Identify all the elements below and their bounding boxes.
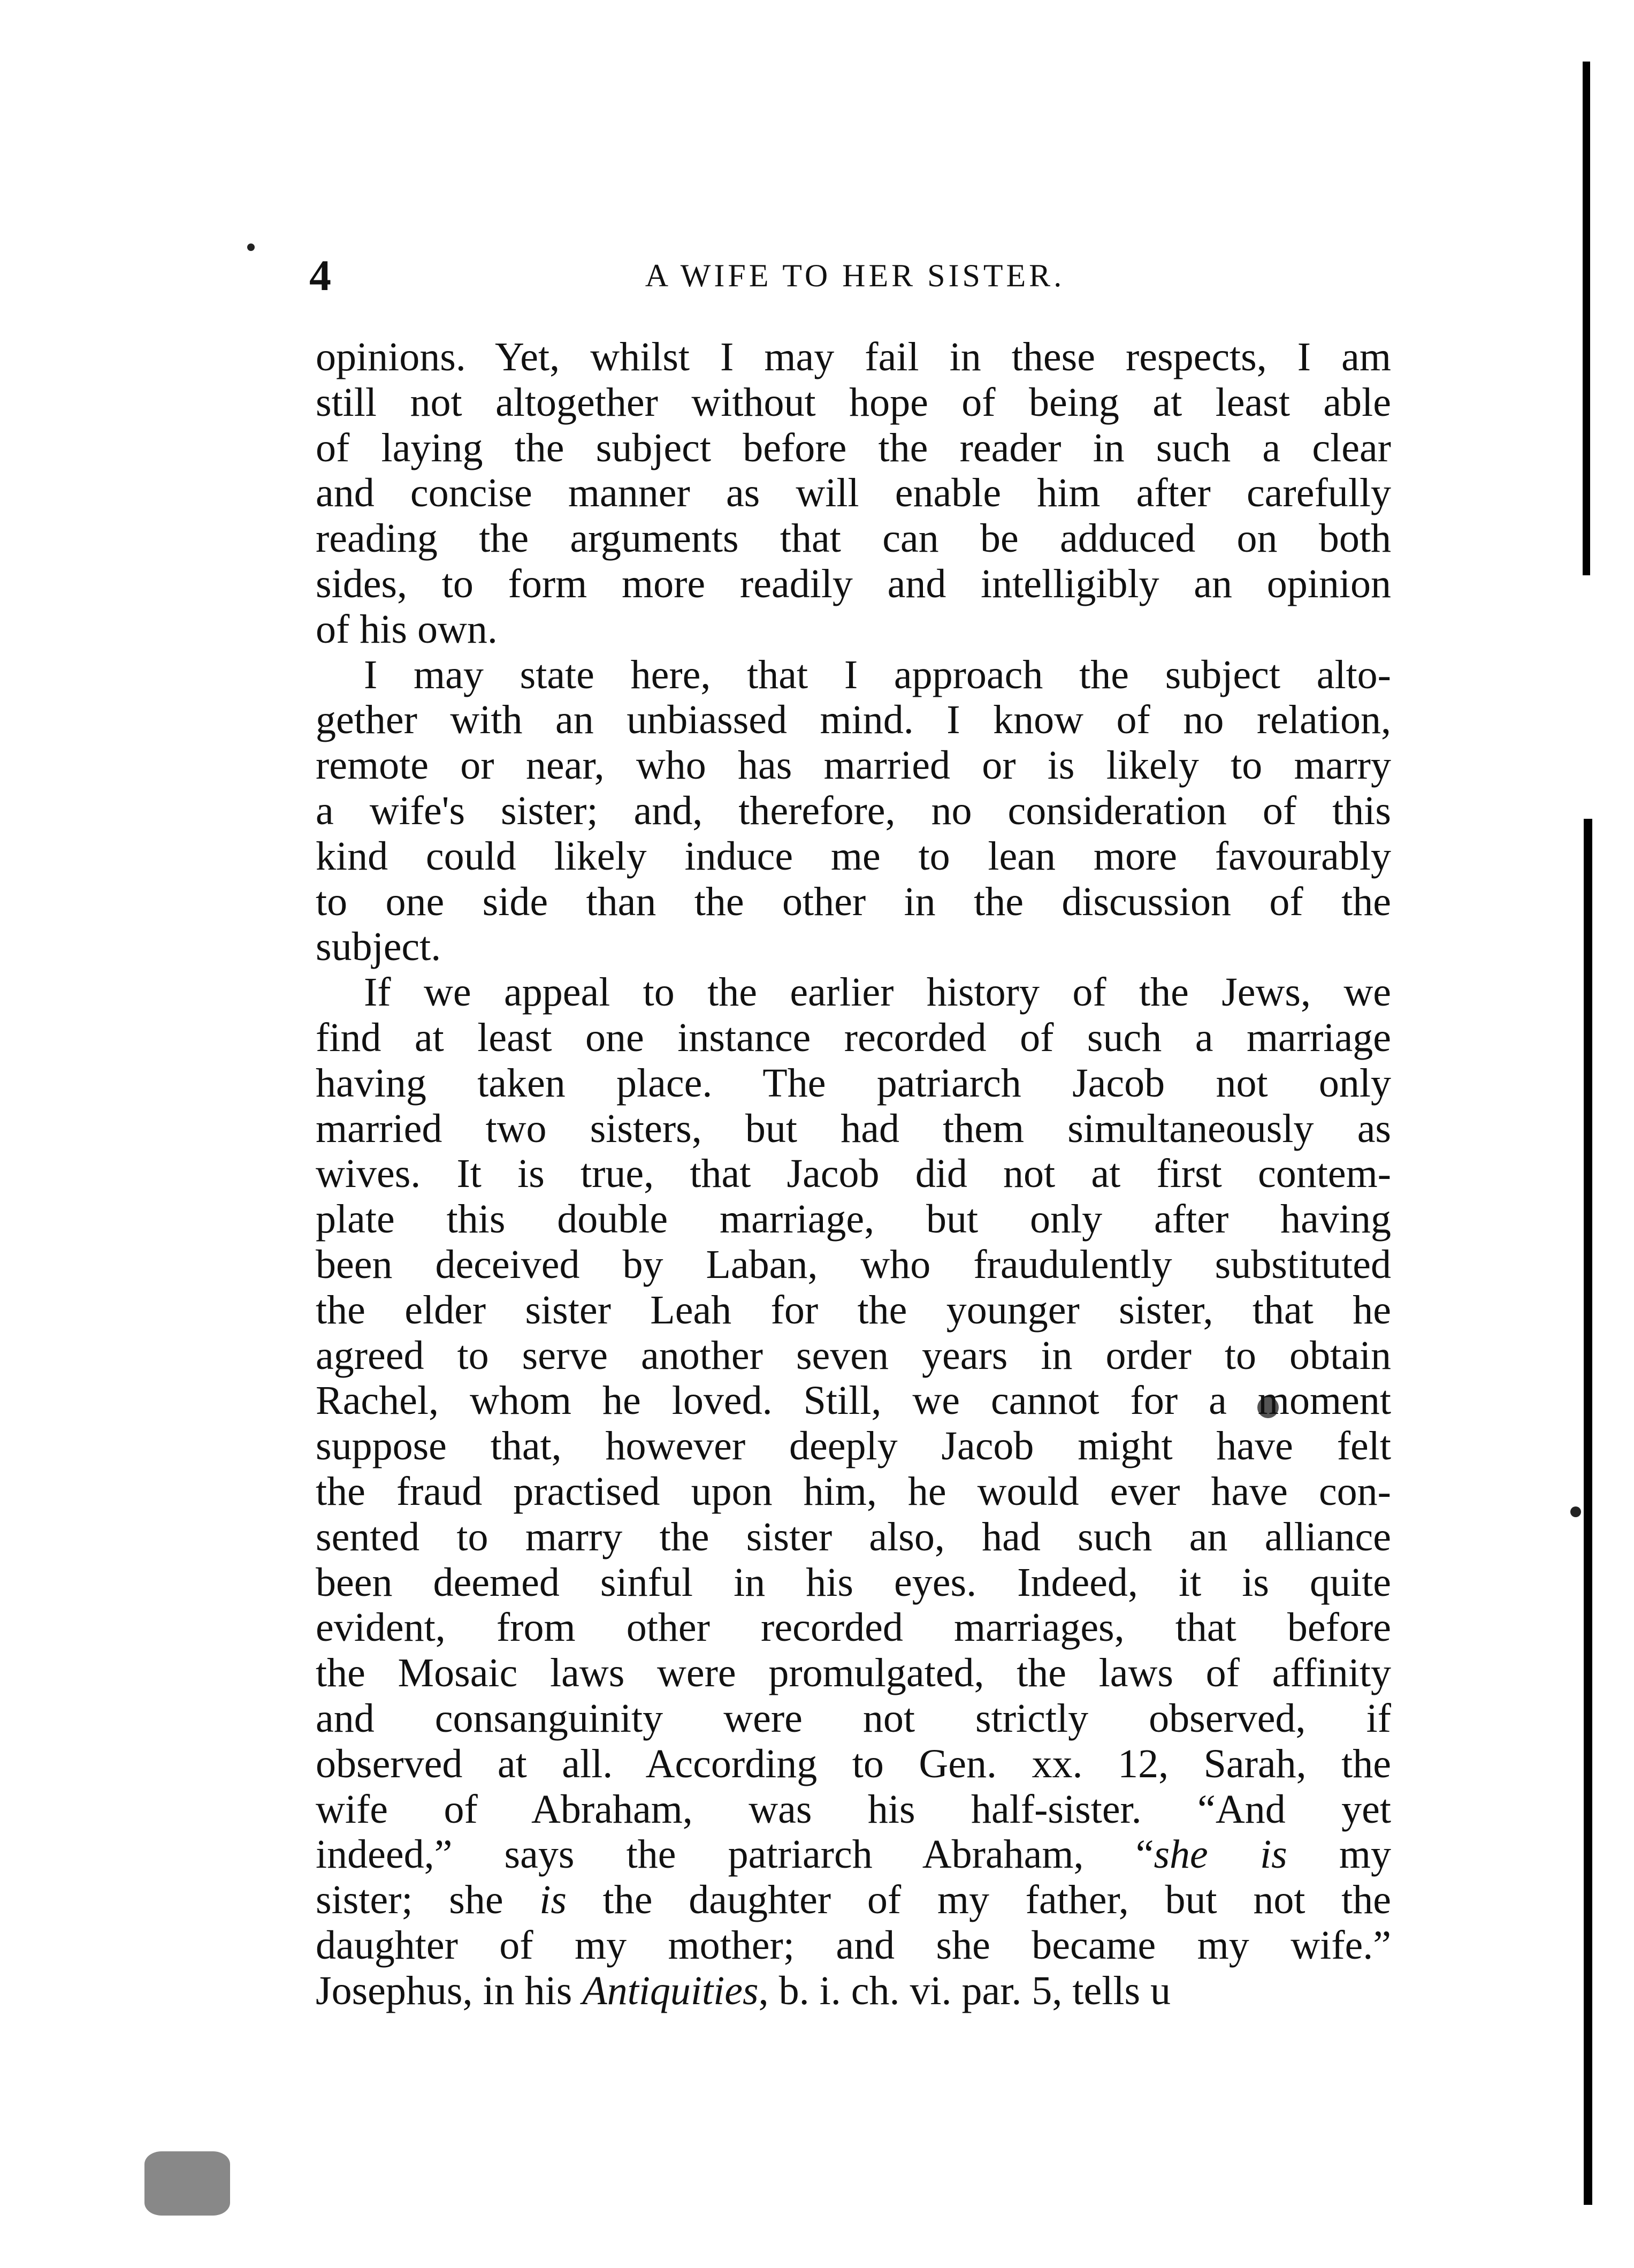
text-run: my: [1287, 1832, 1391, 1877]
running-head: A WIFE TO HER SISTER.: [645, 258, 1065, 293]
text-run: indeed,” says the patriarch Abraham, “: [316, 1832, 1154, 1877]
text-line: gether with an unbiassed mind. I know of no relation,: [316, 697, 1391, 743]
text-line-with-italics: sister; she is the daughter of my father, but not the: [316, 1877, 1391, 1923]
italic-text: Antiquities: [582, 1968, 759, 2013]
text-line: the fraud practised upon him, he would ever have con-: [316, 1468, 1391, 1514]
text-line: opinions. Yet, whilst I may fail in these respects, I am: [316, 334, 1391, 379]
scan-edge-bar-bottom: [1584, 819, 1592, 2205]
text-run: Josephus, in his: [316, 1968, 583, 2013]
scan-speck: [247, 243, 255, 251]
text-line: If we appeal to the earlier history of the Jews, we: [364, 970, 1391, 1015]
text-line: of laying the subject before the reader in such a clear: [316, 425, 1391, 470]
text-line: the elder sister Leah for the younger sister, that he: [316, 1287, 1391, 1333]
text-line: of his own.: [316, 606, 498, 652]
text-line: married two sisters, but had them simultaneously as: [316, 1106, 1391, 1151]
scan-speck: [1570, 1506, 1581, 1517]
text-line-with-italics: [316, 1832, 1391, 1877]
text-line: been deceived by Laban, who fraudulently substituted: [316, 1242, 1391, 1287]
page-number: 4: [309, 251, 331, 300]
text-line: suppose that, however deeply Jacob might have felt: [316, 1424, 1391, 1469]
text-line: agreed to serve another seven years in order to obtain: [316, 1333, 1391, 1378]
page-header: [309, 243, 1401, 308]
text-line: kind could likely induce me to lean more favourably: [316, 833, 1391, 879]
text-run: , b. i. ch. vi. par. 5, tells u: [758, 1968, 1171, 2013]
text-line: evident, from other recorded marriages, that before: [316, 1605, 1391, 1650]
text-line: wives. It is true, that Jacob did not at first contem-: [316, 1151, 1391, 1197]
scan-speck: [144, 2151, 230, 2216]
text-line: reading the arguments that can be adduced on both: [316, 516, 1391, 561]
text-line: having taken place. The patriarch Jacob not only: [316, 1060, 1391, 1106]
text-line: find at least one instance recorded of such a marriage: [316, 1015, 1391, 1060]
text-line: sides, to form more readily and intelligibly an opinion: [316, 561, 1391, 606]
text-line: still not altogether without hope of being at least able: [316, 379, 1391, 425]
text-line: I may state here, that I approach the subject alto-: [364, 652, 1391, 697]
text-line: subject.: [316, 924, 441, 970]
text-line: Rachel, whom he loved. Still, we cannot for a moment: [316, 1378, 1391, 1424]
text-run: the daughter of my father, but not the: [566, 1877, 1391, 1923]
text-line: plate this double marriage, but only after having: [316, 1197, 1391, 1242]
text-line: a wife's sister; and, therefore, no consideration of this: [316, 788, 1391, 833]
italic-text: she is: [1154, 1832, 1287, 1877]
text-line-with-italics: [316, 1968, 1391, 2014]
body-text: [316, 334, 1391, 2013]
text-line: and concise manner as will enable him after carefully: [316, 470, 1391, 516]
text-line: remote or near, who has married or is likely to marry: [316, 743, 1391, 788]
text-line: observed at all. According to Gen. xx. 12, Sarah, the: [316, 1741, 1391, 1786]
text-line: to one side than the other in the discussion of the: [316, 879, 1391, 924]
text-line: been deemed sinful in his eyes. Indeed, it is quite: [316, 1559, 1391, 1605]
text-line: and consanguinity were not strictly observed, if: [316, 1695, 1391, 1741]
italic-text: is: [503, 1877, 567, 1923]
text-line: sented to marry the sister also, had such an alliance: [316, 1514, 1391, 1559]
text-line: the Mosaic laws were promulgated, the laws of affinity: [316, 1650, 1391, 1696]
text-line: daughter of my mother; and she became my wife.”: [316, 1922, 1391, 1968]
scan-edge-bar-top: [1583, 62, 1590, 575]
text-run: sister;: [316, 1877, 413, 1923]
text-line: wife of Abraham, was his half-sister. “And yet: [316, 1786, 1391, 1832]
